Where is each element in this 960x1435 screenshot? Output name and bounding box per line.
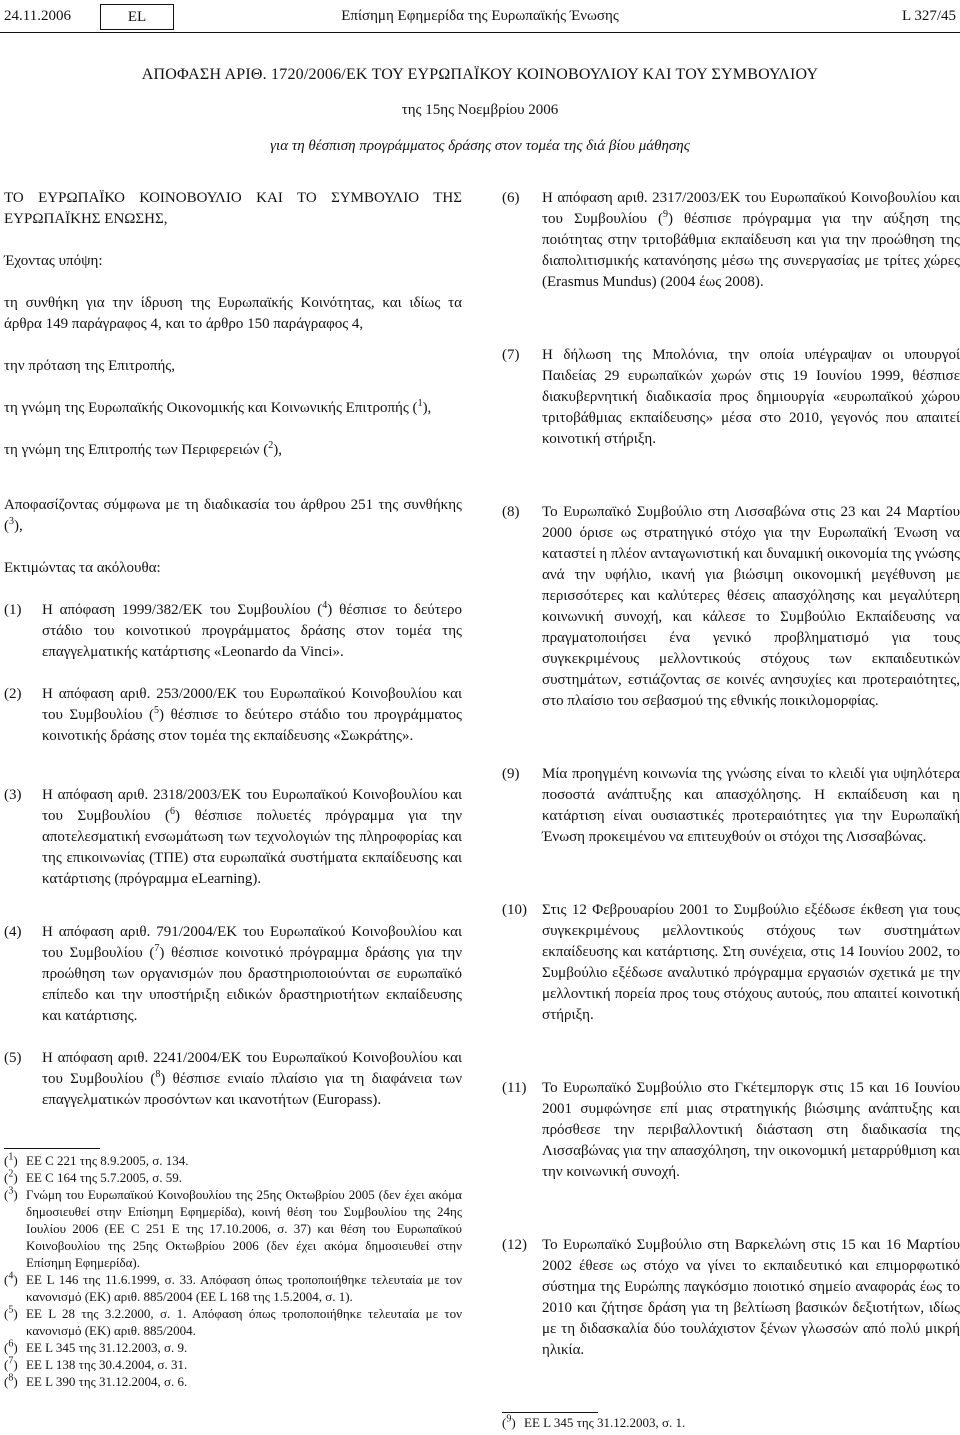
footnote-ref: 6: [170, 806, 176, 817]
footnote-5: ($^5$) ΕΕ L 28 της 3.2.2000, σ. 1. Απόφαση όπως τροποποιήθηκε τελευταία με τον κανονισμό (ΕΚ) αριθ. 885/2004.: [4, 1304, 462, 1338]
footnote-ref: 2: [268, 440, 274, 451]
recital-4: (4) Η απόφαση αριθ. 791/2004/ΕΚ του Ευρωπαϊκού Κοινοβουλίου και του Συμβουλίου ($^7$) θέσπισε κοινοτικό πρόγραμμα δράσης για την προώθηση των οργανισμών που δραστηριοποιούνται σε ευρωπαϊκό επίπεδο και την υποστήριξη ειδικών δραστηριοτήτων εκπαίδευσης και κατάρτισης.: [4, 924, 462, 1024]
preamble-proposal: την πρόταση της Επιτροπής,: [4, 358, 175, 374]
preamble-acting: Αποφασίζοντας σύμφωνα με τη διαδικασία του άρθρου 251 της συνθήκης ($^3$),: [4, 497, 462, 534]
recital-2: (2) Η απόφαση αριθ. 253/2000/ΕΚ του Ευρωπαϊκού Κοινοβουλίου και του Συμβουλίου ($^5$) θέσπισε το δεύτερο στάδιο του προγράμματος κοινοτικής δράσης στον τομέα της εκπαίδευσης «Σωκράτης».: [4, 686, 462, 744]
footnotes-right: [502, 1414, 960, 1431]
header-journal-title: Επίσημη Εφημερίδα της Ευρωπαϊκής Ένωσης: [341, 8, 619, 24]
decision-date: της 15ης Νοεμβρίου 2006: [401, 102, 559, 118]
recital-10: (10) Στις 12 Φεβρουαρίου 2001 το Συμβούλιο εξέδωσε έκθεση για τους συγκεκριμένους μελλοντικούς στόχους των συστημάτων εκπαίδευσης και κατάρτισης. Στη συνέχεια, στις 14 Ιουνίου 2002, το Συμβούλιο εξέδωσε αναλυτικό πρόγραμμα εργασιών σχετικά με την μελλοντική πορεία προς τους στόχους αυτούς, που απαιτεί κοινοτική στήριξη.: [502, 902, 960, 1023]
footnote-ref: 1: [417, 398, 423, 409]
decision-title: ΑΠΟΦΑΣΗ ΑΡΙΘ. 1720/2006/ΕΚ ΤΟΥ ΕΥΡΩΠΑΪΚΟΥ ΚΟΙΝΟΒΟΥΛΙΟΥ ΚΑΙ ΤΟΥ ΣΥΜΒΟΥΛΙΟΥ: [141, 66, 819, 83]
decision-subject: για τη θέσπιση προγράμματος δράσης στον τομέα της διά βίου μάθησης: [270, 138, 690, 154]
footnote-ref: 7: [154, 943, 160, 954]
recital-3: (3) Η απόφαση αριθ. 2318/2003/ΕΚ του Ευρωπαϊκού Κοινοβουλίου και του Συμβουλίου ($^6$) θέσπισε πολυετές πρόγραμμα για την αποτελεσματική ενσωμάτωση των τεχνολογιών της πληροφορίας και της επικοινωνίας (ΤΠΕ) στα ευρωπαϊκά συστήματα εκπαίδευσης και κατάρτισης (πρόγραμμα eLearning).: [4, 787, 462, 887]
header-date: 24.11.2006: [4, 8, 71, 24]
footnote-ref: 4: [322, 600, 328, 611]
footnote-6: ($^6$) ΕΕ L 345 της 31.12.2003, σ. 9.: [4, 1338, 188, 1355]
recital-1: (1) Η απόφαση 1999/382/ΕΚ του Συμβουλίου ($^4$) θέσπισε το δεύτερο στάδιο του κοινοτικού προγράμματος δράσης στον τομέα της επαγγελματικής κατάρτισης «Leonardo da Vinci».: [4, 600, 462, 660]
recital-7: (7) Η δήλωση της Μπολόνια, την οποία υπέγραψαν οι υπουργοί Παιδείας 29 ευρωπαϊκών χωρών στις 19 Ιουνίου 1999, θέσπισε διακυβερνητική διαδικασία προς δημιουργία «ευρωπαϊκού χώρου τριτοβάθμιας εκπαίδευσης» μέσα στο 2010, γεγονός που απαιτεί κοινοτική στήριξη.: [502, 347, 960, 447]
right-column: [502, 188, 960, 1382]
recital-6: (6) Η απόφαση αριθ. 2317/2003/ΕΚ του Ευρωπαϊκού Κοινοβουλίου και του Συμβουλίου ($^9$) θέσπισε πρόγραμμα για την αύξηση της ποιότητας στην τριτοβάθμια εκπαίδευση και για την προώθηση της διαπολιτισμικής κατανόησης μέσω της συνεργασίας με τρίτες χώρες (Erasmus Mundus) (2004 έως 2008).: [502, 190, 960, 290]
preamble-treaty: τη συνθήκη για την ίδρυση της Ευρωπαϊκής Κοινότητας, και ιδίως τα άρθρα 149 παράγραφος 4, και το άρθρο 150 παράγραφος 4,: [4, 295, 462, 332]
footnote-4: ($^4$) ΕΕ L 146 της 11.6.1999, σ. 33. Απόφαση όπως τροποποιήθηκε τελευταία με τον κανονισμό (ΕΚ) αριθ. 885/2004 (ΕΕ L 168 της 1.5.2004, σ. 1).: [4, 1270, 462, 1304]
recital-12: (12) Το Ευρωπαϊκό Συμβούλιο στη Βαρκελώνη στις 15 και 16 Μαρτίου 2002 έθεσε ως στόχο να γίνει το εκπαιδευτικό και επιμορφωτικό σύστημα της Ευρώπης παγκόσμιο ποιοτικό σημείο αναφοράς έως το 2010 και ζήτησε δράση για τη βελτίωση βασικών δεξιοτήτων, ιδίως με τη διδασκαλία δύο τουλάχιστον ξένων γλωσσών από πολύ μικρή ηλικία.: [502, 1237, 960, 1358]
footnote-2: ($^2$) ΕΕ C 164 της 5.7.2005, σ. 59.: [4, 1168, 182, 1185]
footnote-ref: 5: [154, 705, 160, 716]
header-language-box: EL: [100, 4, 174, 30]
preamble-having-regard: Έχοντας υπόψη:: [4, 253, 103, 269]
header-rule: [0, 32, 960, 33]
recital-5: (5) Η απόφαση αριθ. 2241/2004/ΕΚ του Ευρωπαϊκού Κοινοβουλίου και του Συμβουλίου ($^8$) θέσπισε ενιαίο πλαίσιο για τη διαφάνεια των επαγγελματικών προσόντων και ικανοτήτων (Europass).: [4, 1050, 462, 1108]
footnote-3: ($^3$) Γνώμη του Ευρωπαϊκού Κοινοβουλίου της 25ης Οκτωβρίου 2005 (δεν έχει ακόμα δημοσιευθεί στην Επίσημη Εφημερίδα), κοινή θέση του Συμβουλίου της 24ης Ιουλίου 2006 (ΕΕ C 251 E της 17.10.2006, σ. 37) και θέση του Ευρωπαϊκού Κοινοβουλίου της 25ης Οκτωβρίου 2006 (δεν έχει ακόμα δημοσιευθεί στην Επίσημη Εφημερίδα).: [4, 1185, 462, 1270]
footnote-1: ($^1$) ΕΕ C 221 της 8.9.2005, σ. 134.: [4, 1151, 189, 1168]
footnote-8: ($^8$) ΕΕ L 390 της 31.12.2004, σ. 6.: [4, 1372, 188, 1389]
footnote-ref: 3: [9, 516, 14, 527]
preamble-authors: ΤΟ ΕΥΡΩΠΑΪΚΟ ΚΟΙΝΟΒΟΥΛΙΟ ΚΑΙ ΤΟ ΣΥΜΒΟΥΛΙΟ ΤΗΣ ΕΥΡΩΠΑΪΚΗΣ ΕΝΩΣΗΣ,: [4, 190, 462, 227]
footnote-ref: 8: [155, 1069, 161, 1080]
left-column: [4, 188, 462, 1132]
footnotes-left: [4, 1152, 462, 1390]
recital-8: (8) Το Ευρωπαϊκό Συμβούλιο στη Λισσαβώνα στις 23 και 24 Μαρτίου 2000 όρισε ως στρατηγικό στόχο για την Ευρωπαϊκή Ένωση να καταστεί η πλέον ανταγωνιστική και δυναμική οικονομία της γνώσης ανά την υφήλιο, ικανή για βιώσιμη οικονομική μεγέθυνση με περισσότερες και καλύτερες θέσεις απασχόλησης και μεγαλύτερη κοινωνική συνοχή, και κάλεσε το Συμβούλιο Εκπαίδευσης να πραγματοποιήσει ένα γενικό προβληματισμό για τους συγκεκριμένους μελλοντικούς στόχους των εκπαιδευτικών συστημάτων, εστιάζοντας σε κοινές ανησυχίες και προτεραιότητες, στο πλαίσιο του σεβασμού της εθνικής ποικιλομορφίας.: [502, 504, 960, 709]
footnote-ref: 9: [663, 209, 669, 220]
recital-11: (11) Το Ευρωπαϊκό Συμβούλιο στο Γκέτεμποργκ στις 15 και 16 Ιουνίου 2001 συμφώνησε επί μιας στρατηγικής βιώσιμης ανάπτυξης και πρόσθεσε την περιβαλλοντική διάσταση στη διαδικασία της Λισσαβώνας για την απασχόληση, την οικονομική μεταρρύθμιση και την κοινωνική συνοχή.: [502, 1080, 960, 1180]
recital-9: (9) Μία προηγμένη κοινωνία της γνώσης είναι το κλειδί για υψηλότερα ποσοστά ανάπτυξης και απασχόλησης. Η εκπαίδευση και η κατάρτιση είναι ουσιαστικές προτεραιότητες για την Ευρωπαϊκή Ένωση προκειμένου να επιτευχθούν οι στόχοι της Λισσαβώνας.: [502, 766, 960, 845]
footnote-separator-right: [502, 1412, 598, 1413]
footnote-separator: [4, 1148, 100, 1149]
footnote-9: ($^9$) ΕΕ L 345 της 31.12.2003, σ. 1.: [502, 1413, 686, 1430]
footnote-7: ($^7$) ΕΕ L 138 της 30.4.2004, σ. 31.: [4, 1355, 188, 1372]
preamble-cor-opinion: τη γνώμη της Επιτροπής των Περιφερειών ($^2$),: [4, 440, 283, 458]
document-title-block: [0, 64, 960, 172]
header-page-ref: L 327/45: [901, 8, 956, 24]
preamble-esc-opinion: τη γνώμη της Ευρωπαϊκής Οικονομικής και Κοινωνικής Επιτροπής ($^1$),: [4, 398, 432, 416]
preamble-whereas: Εκτιμώντας τα ακόλουθα:: [4, 560, 161, 576]
running-header: [0, 0, 960, 34]
